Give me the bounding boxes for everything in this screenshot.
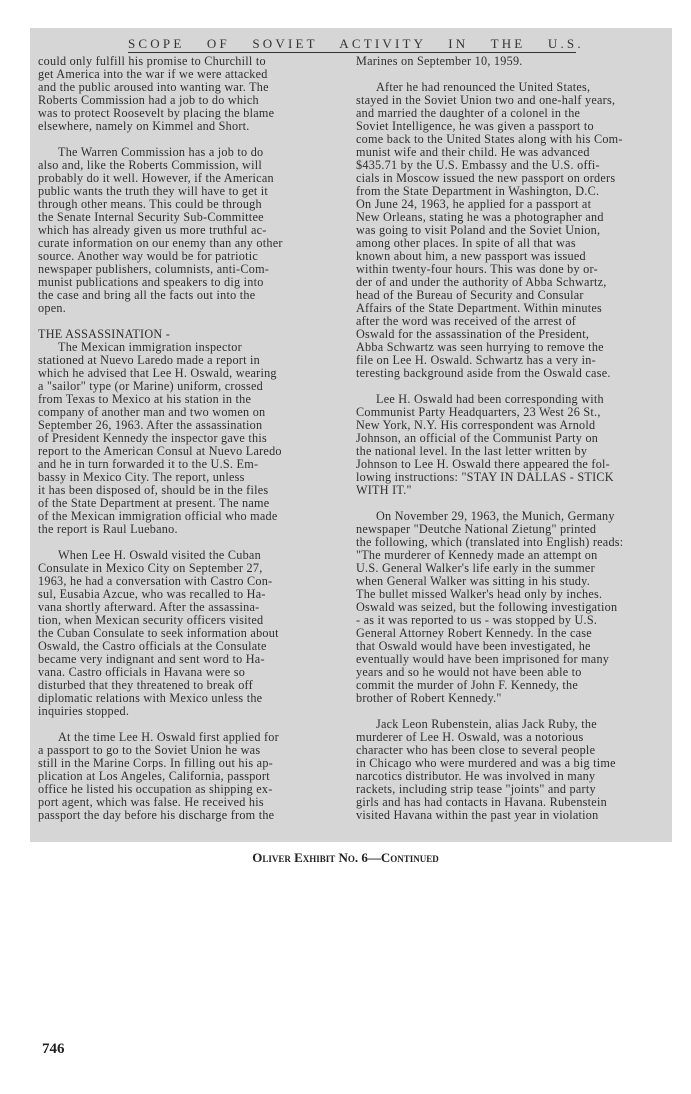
text-line: The bullet missed Walker's head only by inches. <box>356 587 603 601</box>
text-line: plication at Los Angeles, California, passport <box>38 769 270 783</box>
text-line: Oswald, the Castro officials at the Consulate <box>38 639 267 653</box>
text-line: character who has been close to several people <box>356 743 596 757</box>
text-line: when General Walker was sitting in his study. <box>356 574 591 588</box>
text-line: September 26, 1963. After the assassination <box>38 418 263 432</box>
exhibit-caption: Oliver Exhibit No. 6—Continued <box>252 850 439 865</box>
text-line: and married the daughter of a colonel in the <box>356 106 581 120</box>
text-line: known about him, a new passport was issued <box>356 249 586 263</box>
text-line: and he in turn forwarded it to the U.S. Em- <box>38 457 259 471</box>
text-line: come back to the United States along with his Com- <box>356 132 623 146</box>
text-line: murderer of Lee H. Oswald, was a notorious <box>356 730 584 744</box>
text-line: Johnson to Lee H. Oswald there appeared the fol- <box>356 457 610 471</box>
text-line: newspaper "Deutche National Zietung" printed <box>356 522 597 536</box>
text-line: which he advised that Lee H. Oswald, wearing <box>38 366 277 380</box>
text-line: When Lee H. Oswald visited the Cuban <box>58 548 261 562</box>
text-line: rackets, including strip tease "joints" and party <box>356 782 596 796</box>
text-line: diplomatic relations with Mexico unless the <box>38 691 263 705</box>
text-line: it has been disposed of, should be in the files <box>38 483 269 497</box>
text-line: was to protect Roosevelt by placing the blame <box>38 106 275 120</box>
text-line: munist wife and their child. He was advanced <box>356 145 590 159</box>
text-line: was going to visit Poland and the Soviet Union, <box>356 223 601 237</box>
text-line: the national level. In the last letter written by <box>356 444 588 458</box>
text-line: Lee H. Oswald had been corresponding with <box>376 392 604 406</box>
text-line: At the time Lee H. Oswald first applied for <box>58 730 279 744</box>
running-header: SCOPE OF SOVIET ACTIVITY IN THE U.S. <box>128 36 584 51</box>
text-line: Oswald was seized, but the following investigation <box>356 600 618 614</box>
paragraph <box>356 55 668 68</box>
text-line: newspaper publishers, columnists, anti-Com- <box>38 262 270 276</box>
text-line: the following, which (translated into English) reads: <box>356 535 624 549</box>
text-line: lowing instructions: "STAY IN DALLAS - STICK <box>356 470 614 484</box>
text-line: "The murderer of Kennedy made an attempt on <box>356 548 598 562</box>
paragraph <box>38 731 343 822</box>
text-line: tion, when Mexican security officers visited <box>38 613 264 627</box>
text-line: passport the day before his discharge from the <box>38 808 275 822</box>
page-number: 746 <box>42 1041 65 1057</box>
paragraph <box>356 510 668 705</box>
text-line: Marines on September 10, 1959. <box>356 54 523 68</box>
text-line: the Cuban Consulate to seek information about <box>38 626 279 640</box>
text-line: Affairs of the State Department. Within minutes <box>356 301 603 315</box>
text-line: office he listed his occupation as shipping ex- <box>38 782 273 796</box>
text-line: could only fulfill his promise to Churchill to <box>38 54 266 68</box>
text-line: the Senate Internal Security Sub-Committee <box>38 210 264 224</box>
text-line: girls and has had contacts in Havana. Rubenstein <box>356 795 607 809</box>
paragraph <box>38 146 343 315</box>
text-line: years and so he would not have been able to <box>356 665 582 679</box>
text-line: WITH IT." <box>356 483 412 497</box>
text-line: vana. Castro officials in Havana were so <box>38 665 246 679</box>
text-line: Abba Schwartz was seen hurrying to remove the <box>356 340 604 354</box>
text-line: probably do it well. However, if the American <box>38 171 274 185</box>
paragraph <box>38 341 343 536</box>
text-line: The Mexican immigration inspector <box>58 340 242 354</box>
text-line: from the State Department in Washington, D.C. <box>356 184 600 198</box>
text-line: eventually would have been imprisoned for many <box>356 652 610 666</box>
text-line: open. <box>38 301 66 315</box>
text-line: still in the Marine Corps. In filling out his ap- <box>38 756 273 770</box>
text-line: elsewhere, namely on Kimmel and Short. <box>38 119 250 133</box>
text-line: within twenty-four hours. This was done by or- <box>356 262 598 276</box>
text-line: source. Another way would be for patriotic <box>38 249 258 263</box>
text-line: report to the American Consul at Nuevo Laredo <box>38 444 282 458</box>
text-line: On November 29, 1963, the Munich, Germany <box>376 509 615 523</box>
text-line: stayed in the Soviet Union two and one-half years, <box>356 93 616 107</box>
text-line: bassy in Mexico City. The report, unless <box>38 470 245 484</box>
paragraph <box>38 549 343 718</box>
text-line: - as it was reported to us - was stopped by U.S. <box>356 613 598 627</box>
text-line: cials in Moscow issued the new passport on orders <box>356 171 616 185</box>
text-line: Johnson, an official of the Communist Party on <box>356 431 599 445</box>
paragraph <box>356 718 668 822</box>
text-line: port agent, which was false. He received his <box>38 795 264 809</box>
text-line: commit the murder of John F. Kennedy, the <box>356 678 579 692</box>
text-line: became very indignant and sent word to Ha- <box>38 652 265 666</box>
paragraph <box>356 393 668 497</box>
text-line: General Attorney Robert Kennedy. In the case <box>356 626 592 640</box>
text-line: that Oswald would have been investigated, he <box>356 639 591 653</box>
text-line: der of and under the authority of Abba Schwartz, <box>356 275 607 289</box>
text-line: in Chicago who were murdered and was a big time <box>356 756 616 770</box>
text-line: get America into the war if we were attacked <box>38 67 268 81</box>
text-line: Jack Leon Rubenstein, alias Jack Ruby, the <box>376 717 597 731</box>
text-line: which has already given us more truthful ac- <box>38 223 267 237</box>
text-line: public wants the truth they will have to get it <box>38 184 269 198</box>
text-line: Consulate in Mexico City on September 27, <box>38 561 263 575</box>
text-line: through other means. This could be through <box>38 197 262 211</box>
text-line: visited Havana within the past year in violation <box>356 808 599 822</box>
text-line: and the public aroused into wanting war. The <box>38 80 269 94</box>
text-line: Roberts Commission had a job to do which <box>38 93 259 107</box>
text-line: stationed at Nuevo Laredo made a report in <box>38 353 261 367</box>
text-line: file on Lee H. Oswald. Schwartz has a very in- <box>356 353 596 367</box>
text-line: a "sailor" type (or Marine) uniform, crossed <box>38 379 264 393</box>
text-line: brother of Robert Kennedy." <box>356 691 502 705</box>
text-line: The Warren Commission has a job to do <box>58 145 264 159</box>
text-line: among other places. In spite of all that was <box>356 236 576 250</box>
text-line: inquiries stopped. <box>38 704 130 718</box>
text-line: a passport to go to the Soviet Union he was <box>38 743 261 757</box>
right-column <box>356 55 668 822</box>
left-column <box>38 55 343 822</box>
text-line: disturbed that they threatened to break off <box>38 678 253 692</box>
text-line: munist publications and speakers to dig into <box>38 275 264 289</box>
text-line: New York, N.Y. His correspondent was Arnold <box>356 418 596 432</box>
paragraph <box>38 55 343 133</box>
text-line: 1963, he had a conversation with Castro Con- <box>38 574 273 588</box>
text-line: THE ASSASSINATION - <box>38 327 171 341</box>
text-line: the case and bring all the facts out into the <box>38 288 256 302</box>
text-line: vana shortly afterward. After the assassina- <box>38 600 260 614</box>
text-line: $435.71 by the U.S. Embassy and the U.S. offi- <box>356 158 600 172</box>
text-line: narcotics distributor. He was involved in many <box>356 769 596 783</box>
text-line: After he had renounced the United States, <box>376 80 591 94</box>
text-line: U.S. General Walker's life early in the summer <box>356 561 595 575</box>
text-line: Soviet Intelligence, he was given a passport to <box>356 119 594 133</box>
text-line: of the State Department at present. The name <box>38 496 270 510</box>
text-line: teresting background aside from the Oswald case. <box>356 366 611 380</box>
text-line: Oswald for the assassination of the President, <box>356 327 590 341</box>
text-line: of President Kennedy the inspector gave this <box>38 431 267 445</box>
text-line: after the word was received of the arrest of <box>356 314 577 328</box>
text-line: sul, Eusabia Azcue, who was recalled to Ha- <box>38 587 266 601</box>
text-line: from Texas to Mexico at his station in the <box>38 392 252 406</box>
text-line: New Orleans, stating he was a photographer and <box>356 210 604 224</box>
text-line: company of another man and two women on <box>38 405 266 419</box>
text-line: head of the Bureau of Security and Consular <box>356 288 584 302</box>
text-line: On June 24, 1963, he applied for a passport at <box>356 197 592 211</box>
text-line: of the Mexican immigration official who made <box>38 509 278 523</box>
text-line: curate information on our enemy than any other <box>38 236 283 250</box>
text-line: Communist Party Headquarters, 23 West 26 St., <box>356 405 601 419</box>
paragraph <box>356 81 668 380</box>
text-line: the report is Raul Luebano. <box>38 522 178 536</box>
text-line: also and, like the Roberts Commission, will <box>38 158 263 172</box>
